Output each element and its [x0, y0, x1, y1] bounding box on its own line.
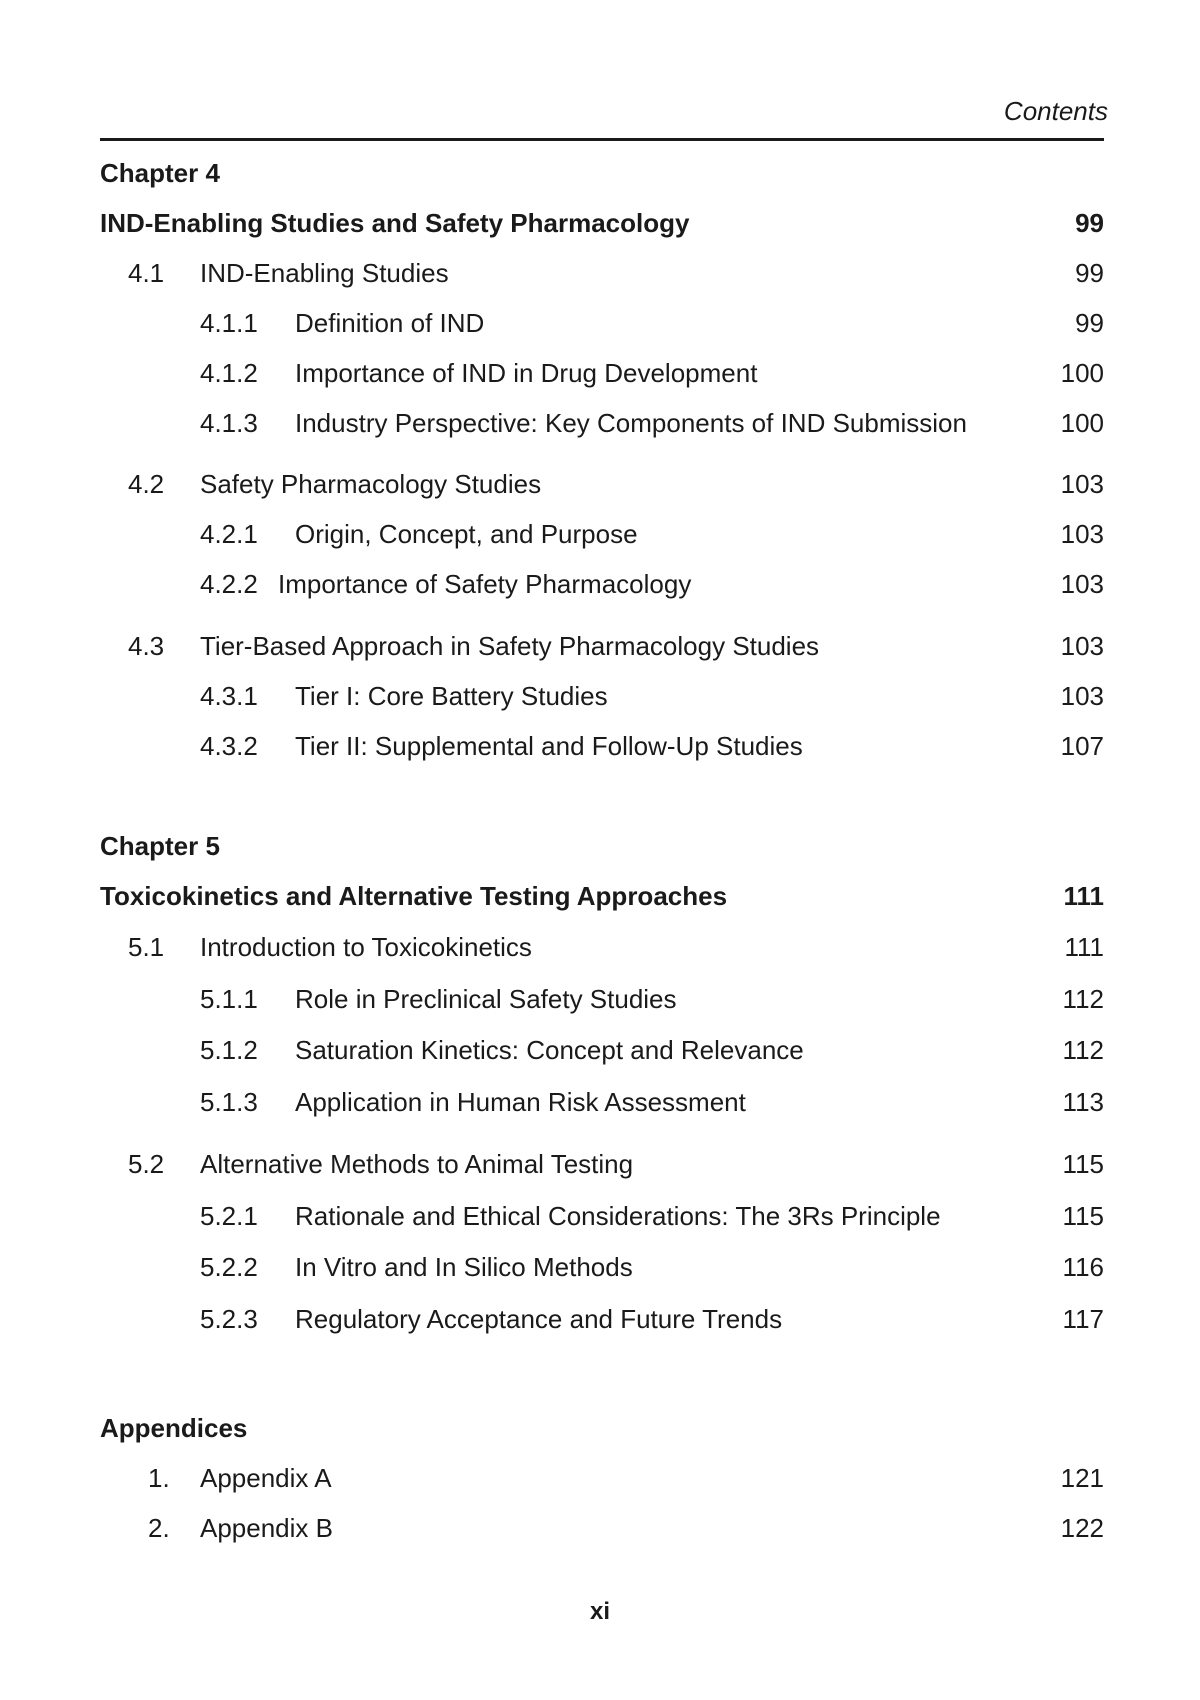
page-number: 99 — [1075, 308, 1104, 338]
toc-entry[interactable] — [100, 1460, 1104, 1496]
header-rule — [100, 138, 1104, 141]
section-title: Definition of IND — [295, 308, 485, 338]
toc-entry[interactable] — [100, 255, 1104, 291]
section-number: 4.2 — [128, 469, 165, 499]
section-number: 4.2.2 — [200, 569, 258, 599]
page-number: 113 — [1062, 1087, 1104, 1117]
section-title: Origin, Concept, and Purpose — [295, 519, 638, 549]
page-number: 116 — [1062, 1252, 1104, 1282]
chapter-5-label: Chapter 5 — [100, 831, 220, 861]
section-number: 4.1.1 — [200, 308, 258, 338]
chapter-4-label: Chapter 4 — [100, 158, 220, 188]
appendix-title: Appendix A — [200, 1463, 332, 1493]
toc-entry[interactable] — [100, 1146, 1104, 1182]
page-number: 112 — [1062, 984, 1104, 1014]
page-number: 103 — [1060, 681, 1104, 711]
section-title: Industry Perspective: Key Components of IND Submission — [295, 408, 967, 438]
toc-entry[interactable] — [100, 1084, 1104, 1120]
chapter-4-title-row[interactable] — [100, 205, 1104, 241]
toc-entry[interactable] — [100, 1510, 1104, 1546]
page-number: 115 — [1062, 1201, 1104, 1231]
section-number: 4.1 — [128, 258, 165, 288]
toc-entry[interactable] — [100, 1301, 1104, 1337]
section-title: Regulatory Acceptance and Future Trends — [295, 1304, 783, 1334]
chapter-title: IND-Enabling Studies and Safety Pharmacology — [100, 208, 690, 238]
toc-entry[interactable] — [100, 678, 1104, 714]
page-number: 117 — [1062, 1304, 1104, 1334]
toc-entry[interactable] — [100, 1198, 1104, 1234]
section-title: Tier II: Supplemental and Follow-Up Studies — [295, 731, 803, 761]
page-number: 103 — [1060, 569, 1104, 599]
section-title: Tier I: Core Battery Studies — [295, 681, 608, 711]
running-head: Contents — [1003, 96, 1108, 126]
section-number: 5.2.2 — [200, 1252, 258, 1282]
appendix-number: 1. — [148, 1463, 170, 1493]
section-title: Importance of Safety Pharmacology — [278, 569, 692, 599]
section-number: 5.2.1 — [200, 1201, 258, 1231]
section-number: 5.1.3 — [200, 1087, 258, 1117]
section-number: 5.1.1 — [200, 984, 258, 1014]
section-title: Tier-Based Approach in Safety Pharmacology Studies — [200, 631, 820, 661]
page-number: 103 — [1060, 469, 1104, 499]
toc-entry[interactable] — [100, 566, 1104, 602]
section-number: 5.2.3 — [200, 1304, 258, 1334]
section-number: 5.1 — [128, 932, 165, 962]
page-number: 100 — [1060, 408, 1104, 438]
page-number: 112 — [1062, 1035, 1104, 1065]
appendix-number: 2. — [148, 1513, 170, 1543]
page-number: 99 — [1075, 208, 1104, 238]
toc-entry[interactable] — [100, 1249, 1104, 1285]
toc-entry[interactable] — [100, 1032, 1104, 1068]
section-title: In Vitro and In Silico Methods — [295, 1252, 633, 1282]
section-title: Role in Preclinical Safety Studies — [295, 984, 677, 1014]
section-number: 4.3 — [128, 631, 165, 661]
page-number: 103 — [1060, 519, 1104, 549]
section-number: 5.1.2 — [200, 1035, 258, 1065]
section-title: Importance of IND in Drug Development — [295, 358, 758, 388]
section-title: IND-Enabling Studies — [200, 258, 449, 288]
appendix-title: Appendix B — [200, 1513, 333, 1543]
page-number: 111 — [1063, 881, 1104, 911]
chapter-5-title-row[interactable] — [100, 878, 1104, 914]
section-title: Introduction to Toxicokinetics — [200, 932, 532, 962]
appendices-section — [100, 1410, 1104, 1550]
toc-entry[interactable] — [100, 466, 1104, 502]
section-title: Rationale and Ethical Considerations: The 3Rs Principle — [295, 1201, 941, 1231]
toc-entry[interactable] — [100, 516, 1104, 552]
toc-entry[interactable] — [100, 405, 1104, 441]
chapter-title: Toxicokinetics and Alternative Testing Approaches — [100, 881, 728, 911]
page-number: 103 — [1060, 631, 1104, 661]
page-number: 100 — [1060, 358, 1104, 388]
section-title: Safety Pharmacology Studies — [200, 469, 542, 499]
page-number: 122 — [1060, 1513, 1104, 1543]
toc-entry[interactable] — [100, 355, 1104, 391]
chapter-4-section — [100, 155, 1104, 765]
section-number: 4.1.3 — [200, 408, 258, 438]
page-number: 107 — [1060, 731, 1104, 761]
toc-entry[interactable] — [100, 728, 1104, 764]
page-number: 99 — [1075, 258, 1104, 288]
appendices-label: Appendices — [100, 1413, 248, 1443]
page-number: 115 — [1062, 1149, 1104, 1179]
section-number: 4.2.1 — [200, 519, 258, 549]
section-number: 4.3.2 — [200, 731, 258, 761]
section-number: 4.3.1 — [200, 681, 258, 711]
toc-entry[interactable] — [100, 929, 1104, 965]
chapter-5-section — [100, 828, 1104, 1348]
toc-entry[interactable] — [100, 305, 1104, 341]
page-folio: xi — [589, 1598, 610, 1625]
toc-entry[interactable] — [100, 981, 1104, 1017]
page-number: 121 — [1060, 1463, 1104, 1493]
section-title: Application in Human Risk Assessment — [295, 1087, 746, 1117]
section-title: Alternative Methods to Animal Testing — [200, 1149, 634, 1179]
section-number: 5.2 — [128, 1149, 165, 1179]
page-number: 111 — [1064, 932, 1104, 962]
section-number: 4.1.2 — [200, 358, 258, 388]
section-title: Saturation Kinetics: Concept and Relevance — [295, 1035, 804, 1065]
toc-entry[interactable] — [100, 628, 1104, 664]
